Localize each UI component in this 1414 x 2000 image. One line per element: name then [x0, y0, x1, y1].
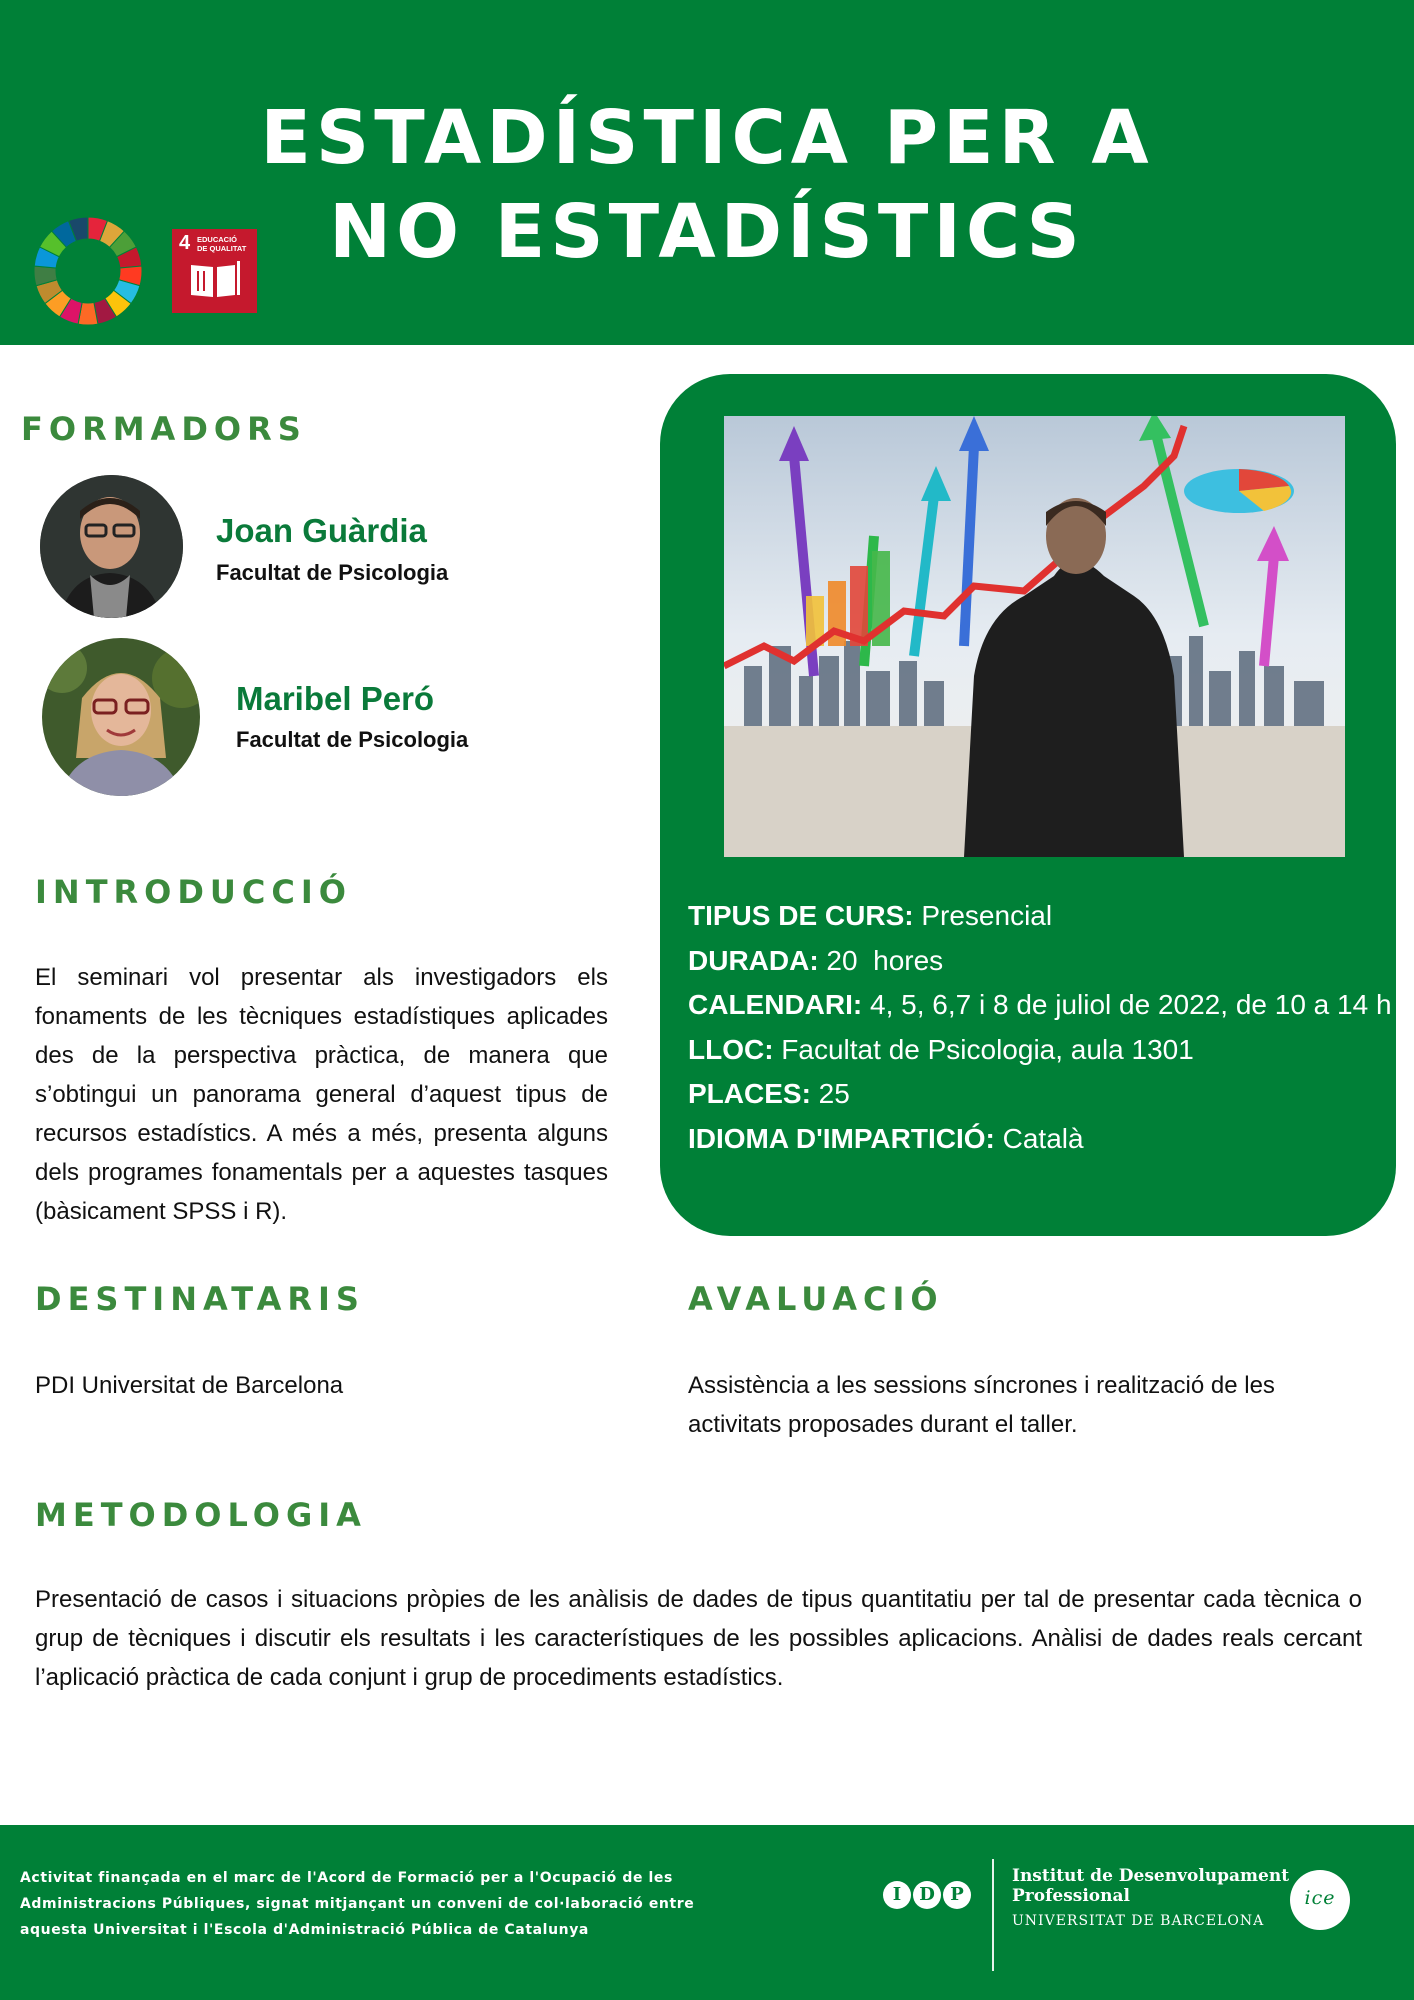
info-calendari-value: 4, 5, 6,7 i 8 de juliol de 2022, de 10 a 14 h [862, 989, 1392, 1020]
footer-divider [992, 1859, 994, 1971]
formador-name-2: Maribel Peró [236, 680, 435, 717]
info-places-label: PLACES: [688, 1078, 811, 1109]
idp-letter-d: D [913, 1881, 941, 1909]
person-photo-icon [42, 638, 200, 796]
info-durada-value: 20 hores [818, 944, 944, 976]
formadors-heading: FORMADORS [21, 410, 307, 448]
ice-logo-icon [1290, 1870, 1350, 1930]
info-durada-label: DURADA: [688, 944, 819, 976]
avaluacio-text: Assistència a les sessions síncrones i realització de les activitats proposades durant el taller. [688, 1372, 1275, 1438]
info-tipus-label: TIPUS DE CURS: [688, 900, 914, 931]
introduccio-heading: INTRODUCCIÓ [35, 873, 352, 911]
info-calendari-label: CALENDARI: [688, 989, 863, 1020]
page-title-line1: ESTADÍSTICA PER A [260, 95, 1154, 181]
info-tipus [688, 894, 1392, 939]
person-photo-icon [40, 475, 183, 618]
info-lloc-label: LLOC: [688, 1033, 774, 1065]
info-calendari [688, 983, 1392, 1028]
info-idioma [688, 1117, 1392, 1162]
formador-faculty-1: Facultat de Psicologia [216, 560, 449, 585]
course-info-card [660, 374, 1396, 1236]
avatar-joan-guardia [40, 475, 183, 618]
idp-logo-icon [883, 1881, 973, 1909]
destinataris-heading: DESTINATARIS [35, 1280, 365, 1318]
introduccio-text: El seminari vol presentar als investigadors els fonaments de les tècniques estadístiques aplicades des de la perspectiva pràctica, de manera que s’obtingui un panorama general d’aquest tipus de recursos estadístics. A més a més, presenta alguns dels programes fonamentals per a aquestes tasques (bàsicament SPSS i R). [35, 964, 608, 1225]
info-lloc-value: Facultat de Psicologia, aula 1301 [773, 1033, 1194, 1065]
destinataris-text: PDI Universitat de Barcelona [35, 1372, 344, 1399]
idp-line2: Professional [1012, 1886, 1130, 1906]
idp-letter-i: I [883, 1881, 911, 1909]
formador-faculty-2: Facultat de Psicologia [236, 727, 469, 752]
avaluacio-heading: AVALUACIÓ [688, 1280, 944, 1318]
idp-line1: Institut de Desenvolupament [1012, 1866, 1290, 1886]
metodologia-heading: METODOLOGIA [35, 1496, 367, 1534]
info-tipus-value: Presencial [913, 900, 1053, 931]
sdg4-label-line2: DE QUALITAT [197, 244, 247, 253]
avatar-maribel-pero [42, 638, 200, 796]
idp-line3: UNIVERSITAT DE BARCELONA [1012, 1913, 1265, 1929]
formador-name-1: Joan Guàrdia [216, 512, 427, 549]
info-idioma-label: IDIOMA D'IMPARTICIÓ: [688, 1122, 995, 1154]
page-title-line2: NO ESTADÍSTICS [329, 189, 1085, 275]
header-banner [0, 0, 1414, 345]
info-idioma-value: Català [994, 1122, 1084, 1154]
idp-institution-name [1012, 1866, 1289, 1932]
footer [0, 1825, 1414, 2000]
info-durada [688, 939, 1392, 984]
idp-letter-p: P [943, 1881, 971, 1909]
course-photo [724, 416, 1345, 857]
sdg4-label-line1: EDUCACIÓ [197, 235, 238, 244]
sdg4-number: 4 [179, 232, 191, 254]
business-growth-illustration-icon [724, 416, 1345, 857]
ice-logo-text: ice [1304, 1887, 1336, 1909]
course-info-list [688, 894, 1392, 1161]
metodologia-text: Presentació de casos i situacions pròpies de les anàlisis de dades de tipus quantitatiu per tal de presentar cada tècnica o grup de tècniques i discutir els resultats i les característiques de les possibles aplicacions. Anàlisi de dades reals cercant l’aplicació pràctica de cada conjunt i grup de procediments estadístics. [35, 1586, 1362, 1691]
info-lloc [688, 1028, 1392, 1073]
sdg-wheel-icon [33, 216, 143, 326]
info-places-value: 25 [810, 1078, 850, 1109]
footer-funding-text: Activitat finançada en el marc de l'Acord de Formació per a l'Ocupació de les Administracions Públiques, signat mitjançant un conveni de col·laboració entre aquesta Universitat i l'Escola d'Administració Pública de Catalunya [20, 1870, 695, 1938]
info-places [688, 1072, 1392, 1117]
